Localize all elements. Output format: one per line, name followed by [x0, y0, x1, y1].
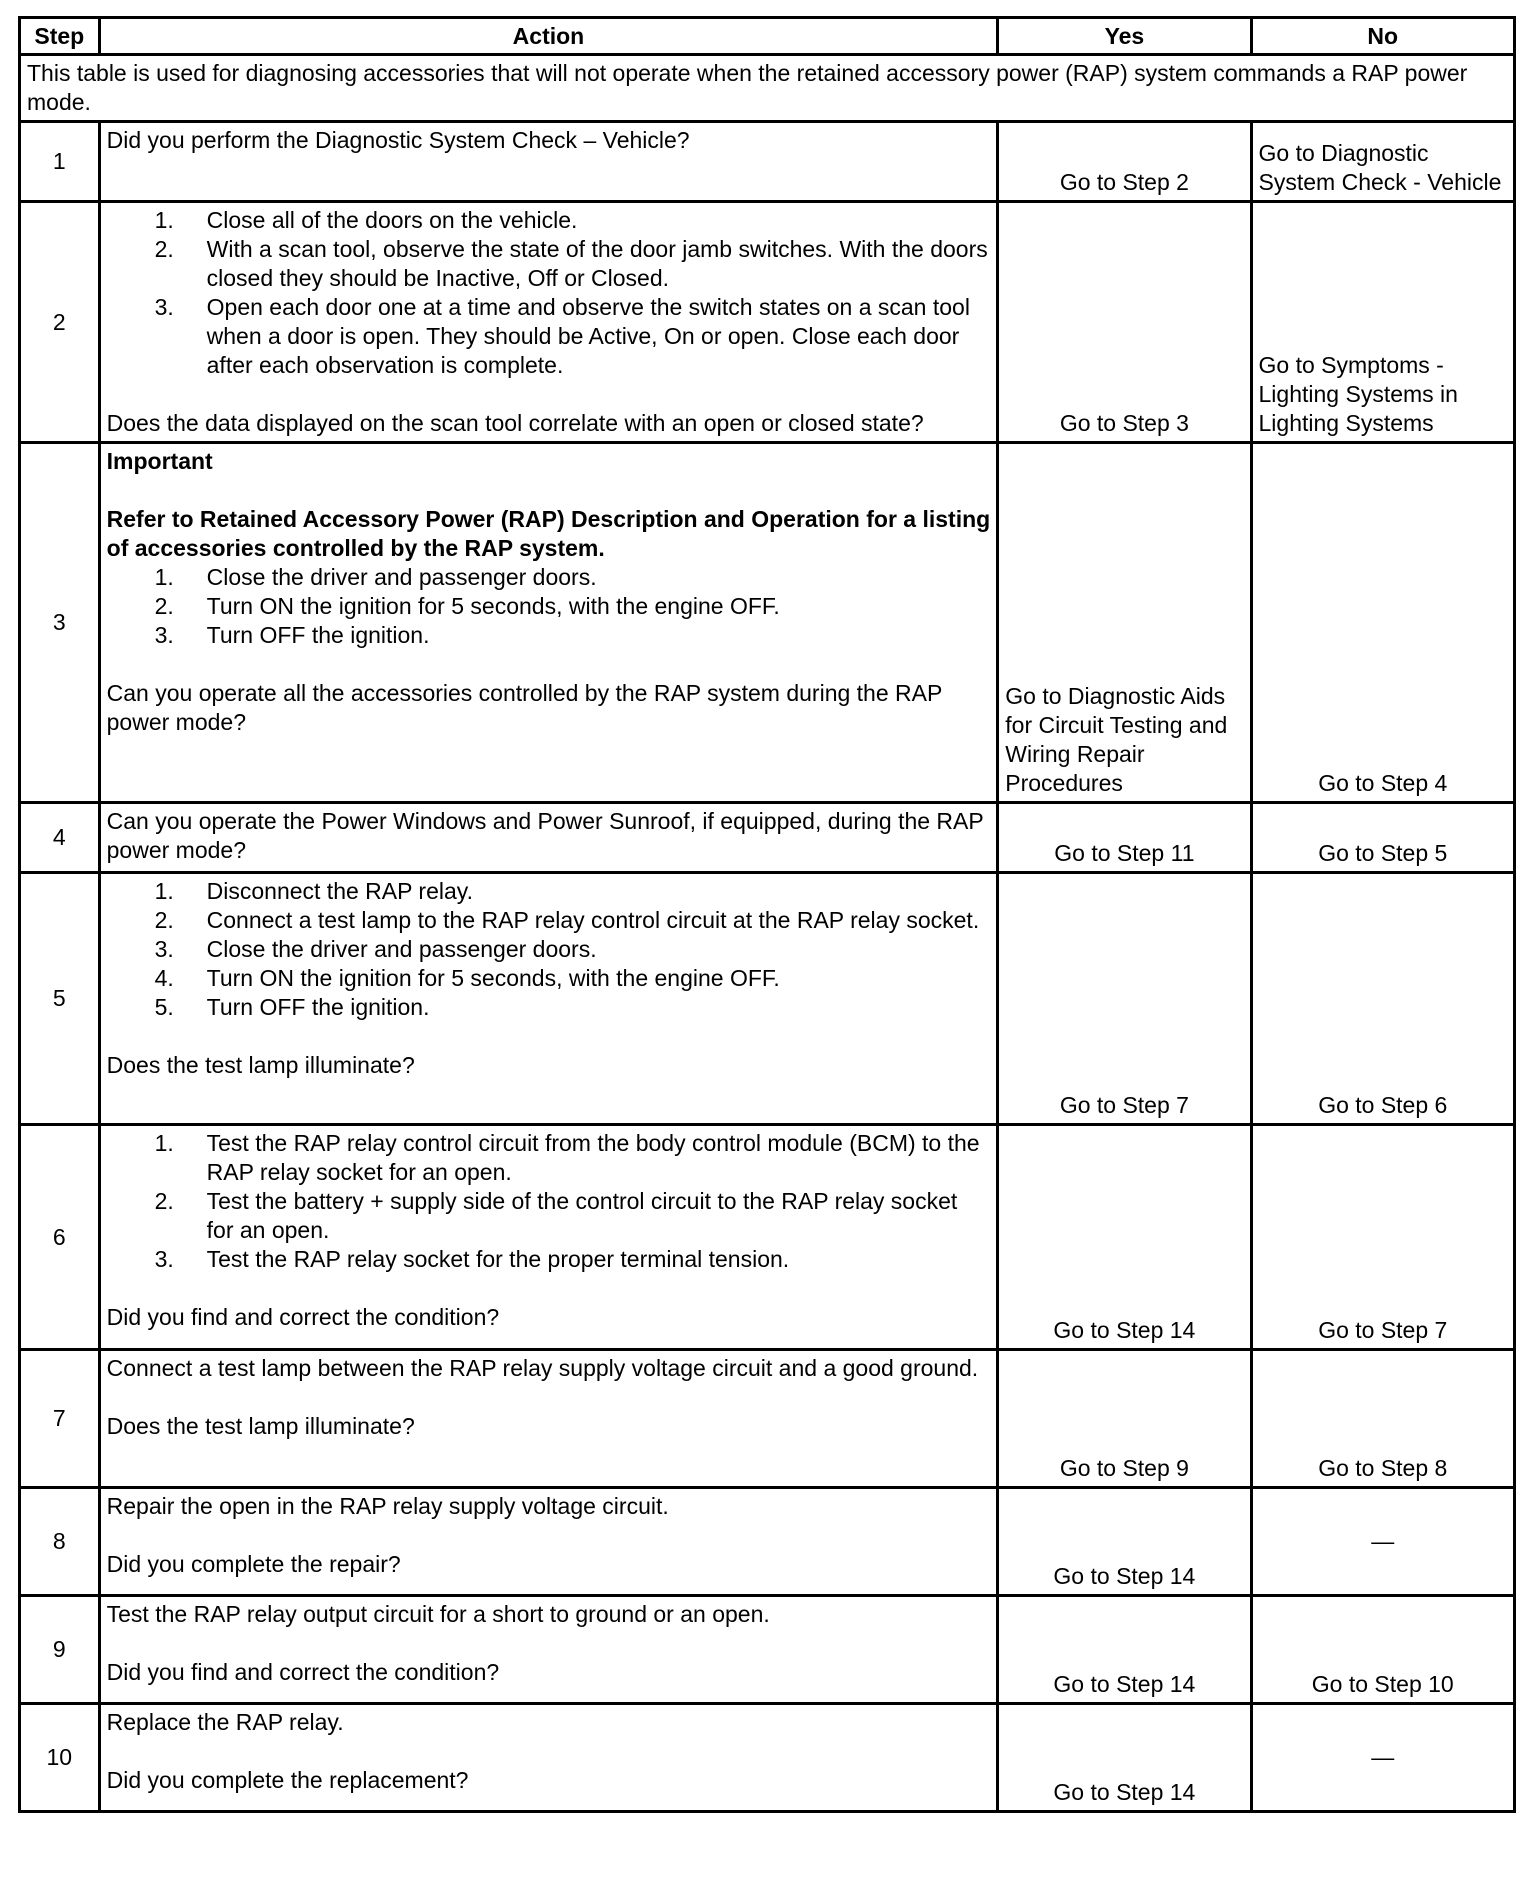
procedure-list — [107, 1129, 991, 1274]
table-row — [20, 1350, 1515, 1488]
no-cell: — — [1251, 1704, 1514, 1812]
yes-cell: Go to Step 3 — [998, 202, 1251, 443]
step-number: 9 — [20, 1596, 100, 1704]
step-number: 6 — [20, 1125, 100, 1350]
yes-cell: Go to Step 14 — [998, 1596, 1251, 1704]
intro-text: This table is used for diagnosing accessories that will not operate when the retained accessory power (RAP) system commands a RAP power mode. — [20, 55, 1515, 122]
table-row — [20, 1596, 1515, 1704]
intro-row — [20, 55, 1515, 122]
list-item-text: Disconnect the RAP relay. — [206, 878, 473, 904]
action-cell — [99, 202, 998, 443]
action-cell — [99, 122, 998, 202]
list-item-text: With a scan tool, observe the state of the door jamb switches. With the doors closed they should be Inactive, Off or Closed. — [206, 236, 988, 291]
action-instruction: Replace the RAP relay. — [106, 1709, 344, 1735]
table-row — [20, 443, 1515, 803]
action-instruction: Connect a test lamp between the RAP relay supply voltage circuit and a good ground. — [106, 1355, 979, 1381]
no-cell: Go to Step 10 — [1251, 1596, 1514, 1704]
list-item-text: Test the battery + supply side of the control circuit to the RAP relay socket for an open. — [206, 1188, 958, 1243]
action-question: Does the test lamp illuminate? — [106, 1413, 415, 1439]
table-row — [20, 202, 1515, 443]
table-row — [20, 122, 1515, 202]
action-cell — [99, 1125, 998, 1350]
list-item-text: Turn OFF the ignition. — [206, 994, 430, 1020]
header-step: Step — [20, 18, 100, 55]
action-cell — [99, 1350, 998, 1488]
list-item: 3. Turn OFF the ignition. — [154, 622, 430, 648]
step-number: 3 — [20, 443, 100, 803]
header-action: Action — [99, 18, 998, 55]
action-cell — [99, 803, 998, 873]
procedure-list — [107, 563, 991, 650]
list-item-text: Open each door one at a time and observe the switch states on a scan tool when a door is open. They should be Active, On or open. Close each door after each observation is complete. — [206, 294, 970, 378]
table-row — [20, 803, 1515, 873]
no-cell: — — [1251, 1488, 1514, 1596]
no-cell: Go to Step 8 — [1251, 1350, 1514, 1488]
step-number: 5 — [20, 873, 100, 1125]
list-item: 3. Test the RAP relay socket for the proper terminal tension. — [154, 1246, 790, 1272]
no-cell: Go to Step 4 — [1251, 443, 1514, 803]
no-cell: Go to Step 6 — [1251, 873, 1514, 1125]
no-cell: Go to Step 7 — [1251, 1125, 1514, 1350]
step-number: 7 — [20, 1350, 100, 1488]
list-item-text: Turn ON the ignition for 5 seconds, with the engine OFF. — [206, 593, 780, 619]
step-number: 2 — [20, 202, 100, 443]
table-row — [20, 1488, 1515, 1596]
yes-cell: Go to Diagnostic Aids for Circuit Testing and Wiring Repair Procedures — [998, 443, 1251, 803]
important-title: Important — [106, 448, 213, 474]
yes-cell: Go to Step 14 — [998, 1704, 1251, 1812]
list-item: 1. Close the driver and passenger doors. — [154, 564, 597, 590]
yes-cell: Go to Step 7 — [998, 873, 1251, 1125]
action-question: Did you perform the Diagnostic System Check – Vehicle? — [106, 127, 690, 153]
important-note: Refer to Retained Accessory Power (RAP) Description and Operation for a listing of accessories controlled by the RAP system. — [106, 506, 991, 561]
list-item-text: Test the RAP relay socket for the proper terminal tension. — [206, 1246, 790, 1272]
action-question: Did you find and correct the condition? — [106, 1304, 500, 1330]
action-cell — [99, 1596, 998, 1704]
list-item: 2. With a scan tool, observe the state of the door jamb switches. With the doors closed they should be Inactive, Off or Closed. — [154, 236, 988, 291]
table-row — [20, 1704, 1515, 1812]
list-item: 2. Connect a test lamp to the RAP relay control circuit at the RAP relay socket. — [154, 907, 980, 933]
list-item: 5. Turn OFF the ignition. — [154, 994, 430, 1020]
list-item-text: Turn ON the ignition for 5 seconds, with the engine OFF. — [206, 965, 780, 991]
yes-cell: Go to Step 9 — [998, 1350, 1251, 1488]
procedure-list — [107, 877, 991, 1022]
action-question: Can you operate the Power Windows and Power Sunroof, if equipped, during the RAP power mode? — [106, 808, 984, 863]
step-number: 10 — [20, 1704, 100, 1812]
action-question: Did you complete the repair? — [106, 1551, 401, 1577]
step-number: 1 — [20, 122, 100, 202]
yes-cell: Go to Step 14 — [998, 1125, 1251, 1350]
no-cell: Go to Symptoms - Lighting Systems in Lighting Systems — [1251, 202, 1514, 443]
yes-cell: Go to Step 2 — [998, 122, 1251, 202]
action-cell — [99, 1704, 998, 1812]
list-item: 3. Open each door one at a time and observe the switch states on a scan tool when a door is open. They should be Active, On or open. Close each door after each observation is complete. — [154, 294, 970, 378]
no-cell: Go to Step 5 — [1251, 803, 1514, 873]
no-cell: Go to Diagnostic System Check - Vehicle — [1251, 122, 1514, 202]
header-no: No — [1251, 18, 1514, 55]
header-row — [20, 18, 1515, 55]
list-item-text: Test the RAP relay control circuit from the body control module (BCM) to the RAP relay socket for an open. — [206, 1130, 980, 1185]
action-question: Did you complete the replacement? — [106, 1767, 469, 1793]
list-item-text: Close the driver and passenger doors. — [206, 564, 597, 590]
procedure-list — [107, 206, 991, 380]
table-row — [20, 1125, 1515, 1350]
list-item-text: Connect a test lamp to the RAP relay control circuit at the RAP relay socket. — [206, 907, 980, 933]
action-instruction: Test the RAP relay output circuit for a short to ground or an open. — [106, 1601, 770, 1627]
list-item: 1. Disconnect the RAP relay. — [154, 878, 473, 904]
step-number: 8 — [20, 1488, 100, 1596]
action-cell — [99, 873, 998, 1125]
action-instruction: Repair the open in the RAP relay supply voltage circuit. — [106, 1493, 669, 1519]
list-item: 2. Test the battery + supply side of the control circuit to the RAP relay socket for an open. — [154, 1188, 958, 1243]
diagnostic-table — [18, 16, 1516, 1813]
list-item-text: Turn OFF the ignition. — [206, 622, 430, 648]
yes-cell: Go to Step 14 — [998, 1488, 1251, 1596]
action-question: Does the test lamp illuminate? — [106, 1052, 415, 1078]
list-item: 1. Close all of the doors on the vehicle. — [154, 207, 578, 233]
action-question: Can you operate all the accessories controlled by the RAP system during the RAP power mode? — [106, 680, 942, 735]
action-cell — [99, 443, 998, 803]
list-item-text: Close the driver and passenger doors. — [206, 936, 597, 962]
list-item: 4. Turn ON the ignition for 5 seconds, with the engine OFF. — [154, 965, 780, 991]
list-item: 2. Turn ON the ignition for 5 seconds, with the engine OFF. — [154, 593, 780, 619]
list-item: 1. Test the RAP relay control circuit from the body control module (BCM) to the RAP relay socket for an open. — [154, 1130, 980, 1185]
yes-cell: Go to Step 11 — [998, 803, 1251, 873]
list-item: 3. Close the driver and passenger doors. — [154, 936, 597, 962]
action-question: Does the data displayed on the scan tool correlate with an open or closed state? — [106, 410, 924, 436]
header-yes: Yes — [998, 18, 1251, 55]
action-question: Did you find and correct the condition? — [106, 1659, 500, 1685]
step-number: 4 — [20, 803, 100, 873]
list-item-text: Close all of the doors on the vehicle. — [206, 207, 578, 233]
table-row — [20, 873, 1515, 1125]
action-cell — [99, 1488, 998, 1596]
